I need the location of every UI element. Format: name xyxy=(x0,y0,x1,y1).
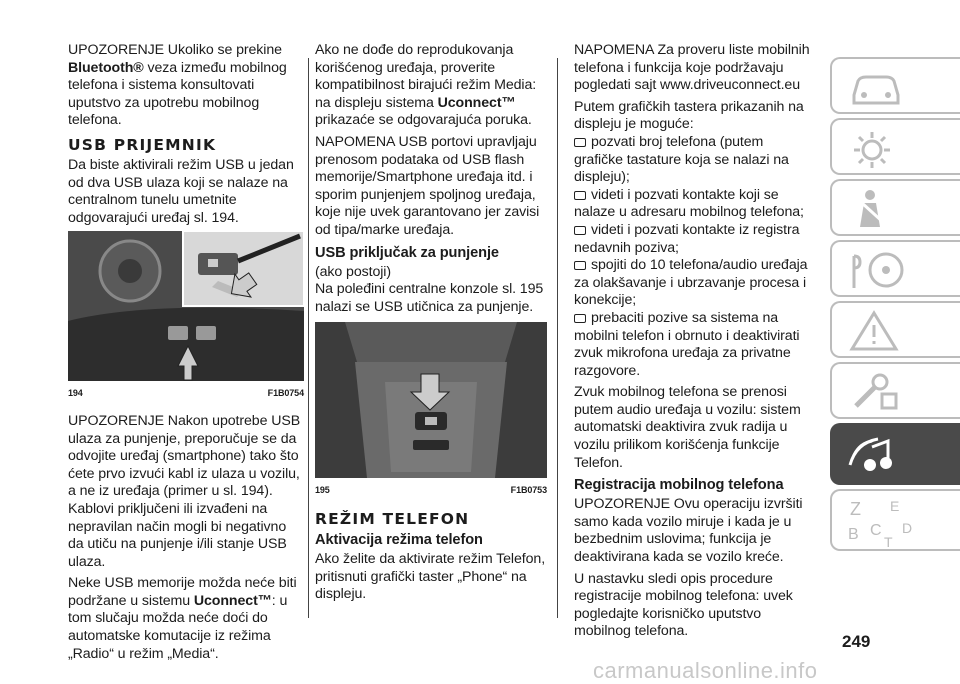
column-2 xyxy=(315,42,547,608)
svg-text:D: D xyxy=(902,520,913,536)
wrench-icon xyxy=(846,370,906,414)
car-icon xyxy=(846,65,906,109)
svg-text:Z: Z xyxy=(850,499,861,519)
display-buttons-intro: Putem grafičkih tastera prikazanih na displeju je moguće: xyxy=(574,98,804,133)
column-divider xyxy=(308,58,309,618)
bullet-icon xyxy=(574,314,586,323)
feature-list xyxy=(574,134,814,380)
warning-usb-unplug: UPOZORENJE Nakon upotrebe USB ulaza za punjenje, preporučuje se da odvojite uređaj (smartphone) tako što ćete prvo izvući kabl iz ulaza u vozilu, a ne iz uređaja (primer u sl. 194). Kablovi priključeni ili izvađeni na nepravilan način mogli bi negativno da utiču na punjenje i/ili stanje USB ulaza. xyxy=(68,412,301,570)
heading-usb-receiver: USB PRIJEMNIK xyxy=(68,135,217,154)
page-number: 249 xyxy=(842,632,871,651)
bullet-icon xyxy=(574,191,586,200)
phone-list-note: NAPOMENA Za proveru liste mobilnih telefona i funkcija koje podržavaju pogledati sajt www.driveuconnect.eu xyxy=(574,42,810,94)
watermark: carmanualsonline.info xyxy=(593,658,818,683)
list-item: pozvati broj telefona (putem grafičke tastature koja se nalazi na displeju); xyxy=(574,133,789,186)
registration-procedure: U nastavku sledi opis procedure registracije mobilnog telefona: uvek pogledajte korisničko uputstvo mobilnog telefona. xyxy=(574,570,793,640)
warning-triangle-icon xyxy=(846,309,906,353)
heading-activate-phone: Aktivacija režima telefon xyxy=(315,531,483,548)
heading-phone-registration: Registracija mobilnog telefona xyxy=(574,477,784,494)
heading-phone-mode: REŽIM TELEFON xyxy=(315,509,470,528)
tab-multimedia[interactable] xyxy=(830,423,960,485)
usb-ports-note: NAPOMENA USB portovi upravljaju prenosom podataka od USB flash memorije/Smartphone uređaja itd. i sporim punjenjem spoljnog uređaja, koje nije uvek garantovano jer zavisi od tipa/marke uređaja. xyxy=(315,133,540,238)
warning-bluetooth: UPOZORENJE Ukoliko se prekine Bluetooth® veza između mobilnog telefona i sistema konsultovati uputstvo za upotrebu mobilnog telefona. xyxy=(68,42,287,129)
tab-car[interactable] xyxy=(830,57,960,114)
column-3 xyxy=(574,42,814,645)
column-1 xyxy=(68,42,304,667)
list-item: videti i pozvati kontakte iz registra nedavnih poziva; xyxy=(574,221,800,256)
svg-text:B: B xyxy=(848,526,859,543)
registration-warning: UPOZORENJE Ovu operaciju izvršiti samo kada vozilo miruje i kada je u bezbednim uslovima; funkcija je deaktivirana kada se vozilo kreće. xyxy=(574,496,803,566)
index-letters-icon xyxy=(846,497,926,549)
usb-console-illustration xyxy=(68,231,304,381)
list-item: spojiti do 10 telefona/audio uređaja za olakšavanje i ubrzavanje procesa i konekcije; xyxy=(574,257,808,309)
tab-safety[interactable] xyxy=(830,179,960,236)
tab-driving[interactable] xyxy=(830,240,960,297)
media-compat-text: Ako ne dođe do reprodukovanja korišćenog uređaja, proverite kompatibilnost birajući režim Media: na displeju sistema Uconnect™ prikazaće se odgovarajuća poruka. xyxy=(315,42,537,129)
phone-audio-text: Zvuk mobilnog telefona se prenosi putem audio uređaja u vozilu: sistem automatski deaktivira zvuk radija u vozilu prilikom korišćenja funkcije Telefon. xyxy=(574,384,801,471)
if-equipped: (ako postoji) xyxy=(315,263,391,280)
multimedia-icon xyxy=(846,431,906,481)
list-item: videti i pozvati kontakte koji se nalaze u adresaru mobilnog telefona; xyxy=(574,186,804,221)
figure-194 xyxy=(68,231,304,381)
tab-maintenance[interactable] xyxy=(830,362,960,419)
rear-usb-illustration xyxy=(315,322,547,478)
bullet-icon xyxy=(574,261,586,270)
bullet-icon xyxy=(574,138,586,147)
svg-text:E: E xyxy=(890,498,900,514)
seat-belt-icon xyxy=(846,187,906,231)
tab-index[interactable] xyxy=(830,489,960,551)
dashboard-lights-icon xyxy=(846,126,906,170)
figure-195-caption: 195 F1B0753 xyxy=(315,485,547,496)
tab-dashboard-lights[interactable] xyxy=(830,118,960,175)
bullet-icon xyxy=(574,226,586,235)
usb-instructions: Da biste aktivirali režim USB u jedan od dva USB ulaza koji se nalaze na centralnom tunelu umetnite odgovarajući uređaj sl. 194. xyxy=(68,156,294,226)
steering-wheel-icon xyxy=(846,248,906,292)
heading-usb-charging: USB priključak za punjenje xyxy=(315,244,499,261)
svg-text:T: T xyxy=(884,534,893,549)
rear-console-text: Na poleđini centralne konzole sl. 195 nalazi se USB utičnica za punjenje. xyxy=(315,281,544,315)
figure-195 xyxy=(315,322,547,478)
column-divider-2 xyxy=(557,58,558,618)
tab-emergency[interactable] xyxy=(830,301,960,358)
svg-text:C: C xyxy=(870,522,882,539)
list-item: prebaciti pozive sa sistema na mobilni telefon i obrnuto i deaktivirati zvuk mikrofona uređaja za privatne razgovore. xyxy=(574,309,800,379)
figure-194-caption: 194 F1B0754 xyxy=(68,388,304,399)
usb-memory-note: Neke USB memorije možda neće biti podržane u sistemu Uconnect™: u tom slučaju možda neće doći do automatske komutacije iz režima „Radio“ u režim „Media“. xyxy=(68,575,297,662)
activate-phone-text: Ako želite da aktivirate režim Telefon, pritisnuti grafički taster „Phone“ na displeju. xyxy=(315,550,546,603)
